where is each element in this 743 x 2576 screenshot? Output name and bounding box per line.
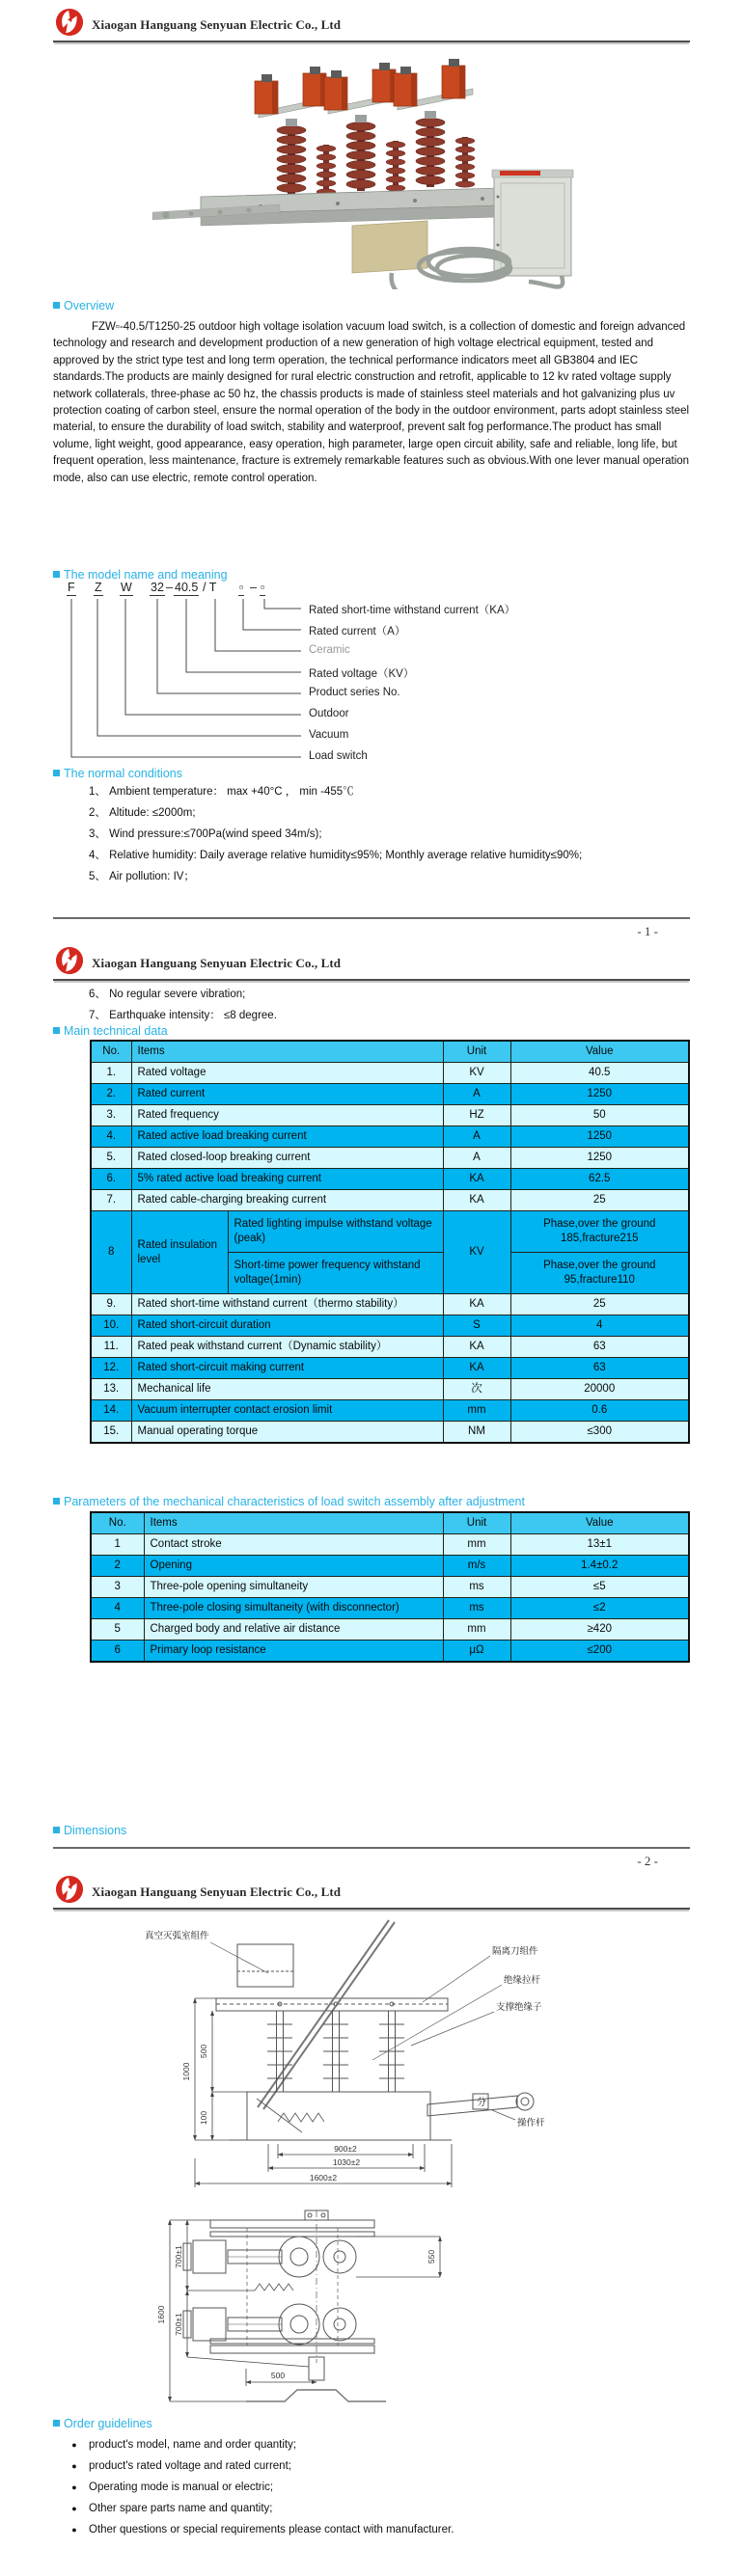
table-row: 12. Rated short-circuit making current KA 63 xyxy=(91,1358,689,1379)
model-label-ceramic: Ceramic xyxy=(309,644,350,656)
model-series: 32 xyxy=(151,581,164,594)
table-row: 6. 5% rated active load breaking current KA 62.5 xyxy=(91,1169,689,1190)
mechanism-box xyxy=(352,221,427,273)
model-letter-f: F xyxy=(68,581,75,594)
table-row: 3. Rated frequency HZ 50 xyxy=(91,1105,689,1126)
table-row-insulation-2: Short-time power frequency withstand voltage(1min) Phase,over the ground 95,fracture110 xyxy=(91,1253,689,1294)
square-bullet-icon xyxy=(53,770,60,776)
condition-item: 3、 Wind pressure:≤700Pa(wind speed 34m/s); xyxy=(89,828,322,840)
model-name-diagram xyxy=(58,581,714,773)
mechanical-characteristics-table xyxy=(90,1511,690,1663)
condition-item: 6、 No regular severe vibration; xyxy=(89,989,246,1000)
svg-text:真空灭弧室组件: 真空灭弧室组件 xyxy=(145,1931,209,1941)
company-logo-icon xyxy=(55,1875,84,1904)
bullet-dot-icon: ● xyxy=(71,2482,77,2492)
svg-text:700±1: 700±1 xyxy=(174,2313,183,2336)
table-row: 13. Mechanical life 次 20000 xyxy=(91,1379,689,1400)
table-row-insulation-1: 8 Rated insulation level Rated lighting impulse withstand voltage (peak) KV Phase,over the ground 185,fracture215 xyxy=(91,1211,689,1253)
table-row: 11. Rated peak withstand current（Dynamic stability） KA 63 xyxy=(91,1337,689,1358)
svg-text:1000: 1000 xyxy=(181,2062,191,2081)
insulator-columns xyxy=(277,111,475,195)
svg-text:绝缘拉杆: 绝缘拉杆 xyxy=(504,1975,541,1986)
table-row: 14. Vacuum interrupter contact erosion limit mm 0.6 xyxy=(91,1400,689,1422)
section-heading-overview: Overview xyxy=(53,299,114,312)
square-bullet-icon xyxy=(53,302,60,309)
model-box1: ▫ xyxy=(239,581,244,594)
page2-footer-rule xyxy=(53,1847,690,1849)
table-row: 10. Rated short-circuit duration S 4 xyxy=(91,1315,689,1337)
svg-text:分: 分 xyxy=(477,2098,486,2108)
bullet-dot-icon: ● xyxy=(71,2440,77,2450)
condition-item: 1、 Ambient temperature： max +40°C ， min -455℃ xyxy=(89,786,354,798)
conditions-continued-list xyxy=(89,986,674,1028)
square-bullet-icon xyxy=(53,1027,60,1034)
model-label-load-switch: Load switch xyxy=(309,750,368,762)
model-letter-w: W xyxy=(121,581,132,594)
table-row: 1. Rated voltage KV 40.5 xyxy=(91,1063,689,1084)
section-heading-model: The model name and meaning xyxy=(53,568,228,582)
svg-text:隔离刀组件: 隔离刀组件 xyxy=(492,1946,538,1957)
model-label-short-time-current: Rated short-time withstand current（KA） xyxy=(309,605,516,616)
page1-header xyxy=(53,4,690,42)
company-logo-icon xyxy=(55,8,84,37)
model-dash2: – xyxy=(250,581,257,594)
table-row: 4 Three-pole closing simultaneity (with disconnector) ms ≤2 xyxy=(91,1598,689,1619)
table-header-row: No. Items Unit Value xyxy=(91,1512,689,1534)
company-name: Xiaogan Hanguang Senyuan Electric Co., Ltd xyxy=(92,1885,342,1899)
square-bullet-icon xyxy=(53,571,60,578)
model-voltage: 40.5 xyxy=(175,581,199,594)
model-label-rated-current: Rated current（A） xyxy=(309,626,406,637)
table-row: 5. Rated closed-loop breaking current A 1250 xyxy=(91,1148,689,1169)
order-item: ● Operating mode is manual or electric; xyxy=(60,2477,687,2498)
model-dash: – xyxy=(166,581,173,594)
model-label-vacuum: Vacuum xyxy=(309,729,349,741)
section-heading-main-data: Main technical data xyxy=(53,1024,168,1038)
square-bullet-icon xyxy=(53,1827,60,1833)
table-header-row: No. Items Unit Value xyxy=(91,1041,689,1063)
product-photo xyxy=(145,52,598,289)
section-heading-conditions: The normal conditions xyxy=(53,767,182,780)
section-heading-dimensions: Dimensions xyxy=(53,1824,126,1837)
top-linkage-assemblies xyxy=(255,59,473,118)
svg-text:100: 100 xyxy=(199,2110,208,2126)
table-row: 5 Charged body and relative air distance mm ≥420 xyxy=(91,1619,689,1641)
dimension-drawing-top-view xyxy=(154,2207,478,2428)
table-row: 3 Three-pole opening simultaneity ms ≤5 xyxy=(91,1577,689,1598)
condition-item: 5、 Air pollution: IV； xyxy=(89,871,195,882)
model-box2: ▫ xyxy=(261,581,265,594)
overview-paragraph: FZW▫-40.5/T1250-25 outdoor high voltage isolation vacuum load switch, is a collection of domestic and foreign advanced technology and research and development production of a new generation of high voltage electrical equipment, tested and approved by the strict type test and long term operation, the technical performance indicators meet all GB3804 and IEC standards.The products are mainly designed for rural electric construction and retrofit, applicable to 12 kv rated voltage supply network collaterals, three-phase ac 50 hz, the chassis products is made of stainless steel materials and hot galvanizing plus uv protection coating of carbon steel, ensure the normal operation of the body in the outdoor environment, parts adopt stainless steel material, to ensure the durability of load switch, stability and waterproof, prevent salt fog performance.The product has small volume, light weight, good appearance, easy operation, high parameter, large open circuit ability, safe and reliable, long life, but frequent operation, less maintenance, fracture is extremely remarkable features such as obvious.With one lever manual operation mode, also can use electric, remote control operation. xyxy=(53,321,690,484)
page3-header xyxy=(53,1871,690,1910)
svg-text:支撑绝缘子: 支撑绝缘子 xyxy=(496,2002,542,2013)
table-row: 7. Rated cable-charging breaking current KA 25 xyxy=(91,1190,689,1211)
section-heading-mech-params: Parameters of the mechanical characteristics of load switch assembly after adjustment xyxy=(53,1495,525,1508)
svg-text:1030±2: 1030±2 xyxy=(332,2157,361,2167)
model-label-series-no: Product series No. xyxy=(309,687,400,698)
company-logo-icon xyxy=(55,946,84,975)
square-bullet-icon xyxy=(53,1498,60,1505)
order-item: ● product's rated voltage and rated current; xyxy=(60,2455,687,2477)
drawing1-part-labels xyxy=(145,1930,545,2129)
page1-footer-rule xyxy=(53,917,690,919)
order-item: ● Other questions or special requirements please contact with manufacturer. xyxy=(60,2519,687,2540)
main-technical-data-table xyxy=(90,1040,690,1444)
section-heading-order: Order guidelines xyxy=(53,2417,152,2430)
normal-conditions-list xyxy=(89,783,674,889)
model-letter-z: Z xyxy=(95,581,102,594)
order-item: ● product's model, name and order quantity; xyxy=(60,2434,687,2455)
company-name: Xiaogan Hanguang Senyuan Electric Co., Ltd xyxy=(92,17,342,32)
square-bullet-icon xyxy=(53,2420,60,2427)
table-row: 9. Rated short-time withstand current（thermo stability） KA 25 xyxy=(91,1294,689,1315)
page1-number: - 1 - xyxy=(637,924,658,938)
model-label-outdoor: Outdoor xyxy=(309,708,349,719)
condition-item: 7、 Earthquake intensity： ≤8 degree. xyxy=(89,1010,277,1021)
table-row: 2. Rated current A 1250 xyxy=(91,1084,689,1105)
table-row: 6 Primary loop resistance μΩ ≤200 xyxy=(91,1641,689,1663)
svg-text:700±1: 700±1 xyxy=(174,2245,183,2268)
table-row: 15. Manual operating torque NM ≤300 xyxy=(91,1422,689,1444)
drawing1-dimension-lines xyxy=(195,1998,452,2187)
dimension-drawing-front-view xyxy=(133,1915,596,2201)
order-item: ● Other spare parts name and quantity; xyxy=(60,2498,687,2519)
drawing2-dimension-lines xyxy=(170,2220,440,2401)
condition-item: 2、 Altitude: ≤2000m; xyxy=(89,807,196,819)
svg-text:操作杆: 操作杆 xyxy=(517,2118,545,2129)
order-guidelines-list xyxy=(60,2434,687,2540)
page2-number: - 2 - xyxy=(637,1854,658,1868)
table-row: 4. Rated active load breaking current A 1250 xyxy=(91,1126,689,1148)
svg-text:1600±2: 1600±2 xyxy=(309,2173,338,2183)
svg-text:900±2: 900±2 xyxy=(334,2144,357,2154)
condition-item: 4、 Relative humidity: Daily average relative humidity≤95%; Monthly average relative humidity≤90%; xyxy=(89,850,583,861)
company-name: Xiaogan Hanguang Senyuan Electric Co., Ltd xyxy=(92,956,342,970)
bullet-dot-icon: ● xyxy=(71,2504,77,2513)
model-label-rated-voltage: Rated voltage（KV） xyxy=(309,668,415,680)
table-row: 1 Contact stroke mm 13±1 xyxy=(91,1534,689,1556)
svg-text:550: 550 xyxy=(427,2249,436,2264)
svg-text:500: 500 xyxy=(199,2044,208,2059)
page2-header xyxy=(53,942,690,981)
table-row: 2 Opening m/s 1.4±0.2 xyxy=(91,1556,689,1577)
bullet-dot-icon: ● xyxy=(71,2525,77,2535)
svg-text:1600: 1600 xyxy=(156,2305,166,2324)
model-t: / T xyxy=(203,581,217,594)
model-connector-lines xyxy=(58,595,695,771)
svg-text:500: 500 xyxy=(270,2371,286,2380)
bullet-dot-icon: ● xyxy=(71,2461,77,2471)
